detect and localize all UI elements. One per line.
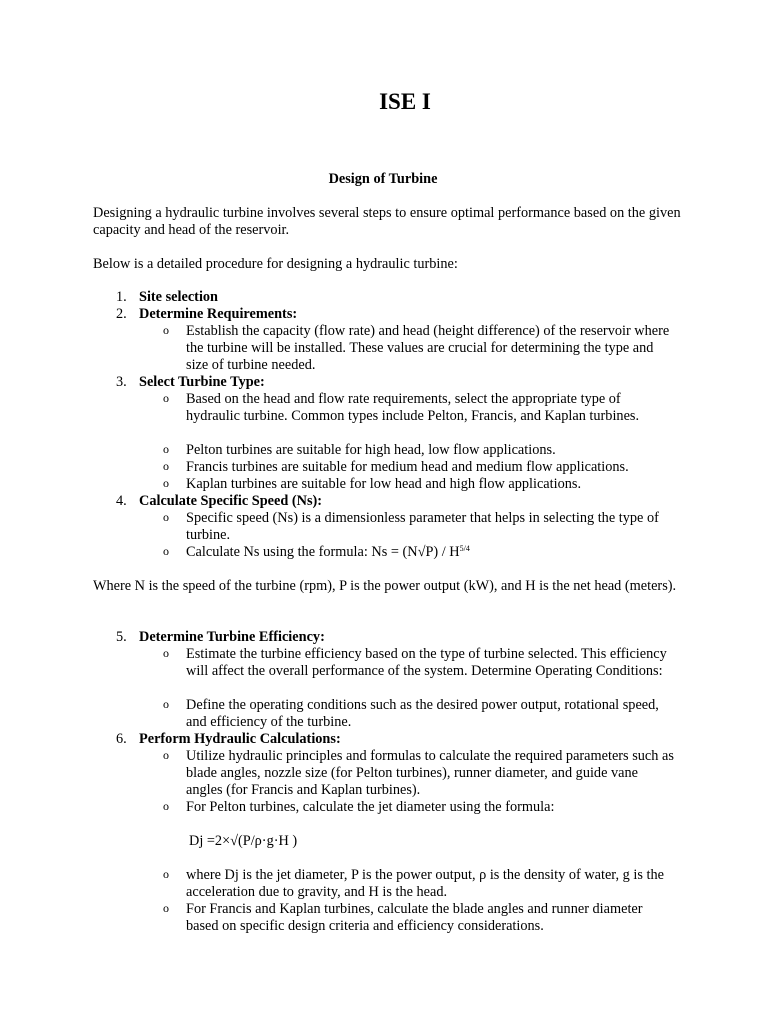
bullet-marker: o — [163, 510, 169, 524]
document-title: ISE I — [379, 89, 431, 114]
bullet-text: Establish the capacity (flow rate) and head (height difference) of the reservoir where the turbine will be installed. These values are crucial for determining the type and size of turbine needed. — [186, 323, 670, 373]
step-number: 5. — [116, 629, 127, 645]
bullet-marker: o — [163, 901, 169, 915]
bullet-marker: o — [163, 442, 169, 456]
bullet-item — [163, 646, 675, 680]
step-label: Determine Requirements: — [139, 306, 298, 322]
step-number: 3. — [116, 374, 127, 390]
bullet-text: For Pelton turbines, calculate the jet diameter using the formula: — [186, 799, 555, 815]
step-label: Calculate Specific Speed (Ns): — [139, 493, 323, 509]
step-item — [116, 493, 322, 510]
step-number: 2. — [116, 306, 127, 322]
bullet-marker: o — [163, 323, 169, 337]
bullet-text: Francis turbines are suitable for medium head and medium flow applications. — [186, 459, 629, 475]
bullet-item — [163, 510, 675, 544]
section-heading: Design of Turbine — [328, 171, 438, 187]
bullet-marker: o — [163, 867, 169, 881]
bullet-text: For Francis and Kaplan turbines, calculate the blade angles and runner diameter based on specific design criteria and efficiency considerations. — [186, 901, 643, 934]
bullet-item — [163, 799, 675, 816]
procedure-intro: Below is a detailed procedure for designing a hydraulic turbine: — [93, 256, 458, 272]
bullet-text: Kaplan turbines are suitable for low head and high flow applications. — [186, 476, 582, 492]
bullet-marker: o — [163, 476, 169, 490]
bullet-item — [163, 459, 675, 476]
bullet-item — [163, 476, 675, 493]
bullet-item — [163, 901, 675, 935]
bullet-item — [163, 748, 675, 799]
jet-diameter-formula: Dj =2×√(P/ρ·g·H ) — [189, 833, 298, 849]
bullet-marker: o — [163, 391, 169, 405]
bullet-item — [163, 391, 675, 425]
step-label: Perform Hydraulic Calculations: — [139, 731, 341, 747]
step-item — [116, 374, 265, 391]
step-label: Select Turbine Type: — [139, 374, 265, 390]
bullet-text — [186, 544, 675, 561]
step-label: Site selection — [139, 289, 219, 305]
step-item — [116, 306, 297, 323]
ns-formula-text: Calculate Ns using the formula: Ns = (N√P) / H — [186, 544, 460, 560]
bullet-text: Specific speed (Ns) is a dimensionless parameter that helps in selecting the type of turbine. — [186, 510, 659, 543]
bullet-marker: o — [163, 799, 169, 813]
bullet-marker: o — [163, 697, 169, 711]
step-number: 6. — [116, 731, 127, 747]
step-item — [116, 289, 218, 306]
bullet-item — [163, 697, 675, 731]
step-number: 1. — [116, 289, 127, 305]
step-number: 4. — [116, 493, 127, 509]
bullet-text: Estimate the turbine efficiency based on the type of turbine selected. This efficiency will affect the overall performance of the system. Determine Operating Conditions: — [186, 646, 667, 679]
step-label: Determine Turbine Efficiency: — [139, 629, 325, 645]
ns-exponent: 5/4 — [459, 544, 470, 553]
ns-note-paragraph: Where N is the speed of the turbine (rpm), P is the power output (kW), and H is the net head (meters). — [93, 578, 677, 594]
bullet-text: where Dj is the jet diameter, P is the power output, ρ is the density of water, g is the acceleration due to gravity, and H is the head. — [186, 867, 664, 900]
bullet-marker: o — [163, 544, 169, 558]
intro-paragraph: Designing a hydraulic turbine involves several steps to ensure optimal performance based on the given capacity and head of the reservoir. — [93, 205, 681, 238]
bullet-marker: o — [163, 748, 169, 762]
bullet-text: Utilize hydraulic principles and formulas to calculate the required parameters such as blade angles, nozzle size (for Pelton turbines), runner diameter, and guide vane angles (for Francis and Kaplan turbines). — [186, 748, 674, 798]
bullet-item — [163, 544, 675, 561]
bullet-item — [163, 323, 675, 374]
step-item — [116, 629, 325, 646]
bullet-text: Based on the head and flow rate requirements, select the appropriate type of hydraulic turbine. Common types include Pelton, Francis, and Kaplan turbines. — [186, 391, 640, 424]
bullet-marker: o — [163, 459, 169, 473]
bullet-item — [163, 442, 675, 459]
bullet-item — [163, 867, 675, 901]
bullet-text: Pelton turbines are suitable for high head, low flow applications. — [186, 442, 556, 458]
bullet-text: Define the operating conditions such as the desired power output, rotational speed, and efficiency of the turbine. — [186, 697, 659, 730]
bullet-marker: o — [163, 646, 169, 660]
step-item — [116, 731, 341, 748]
